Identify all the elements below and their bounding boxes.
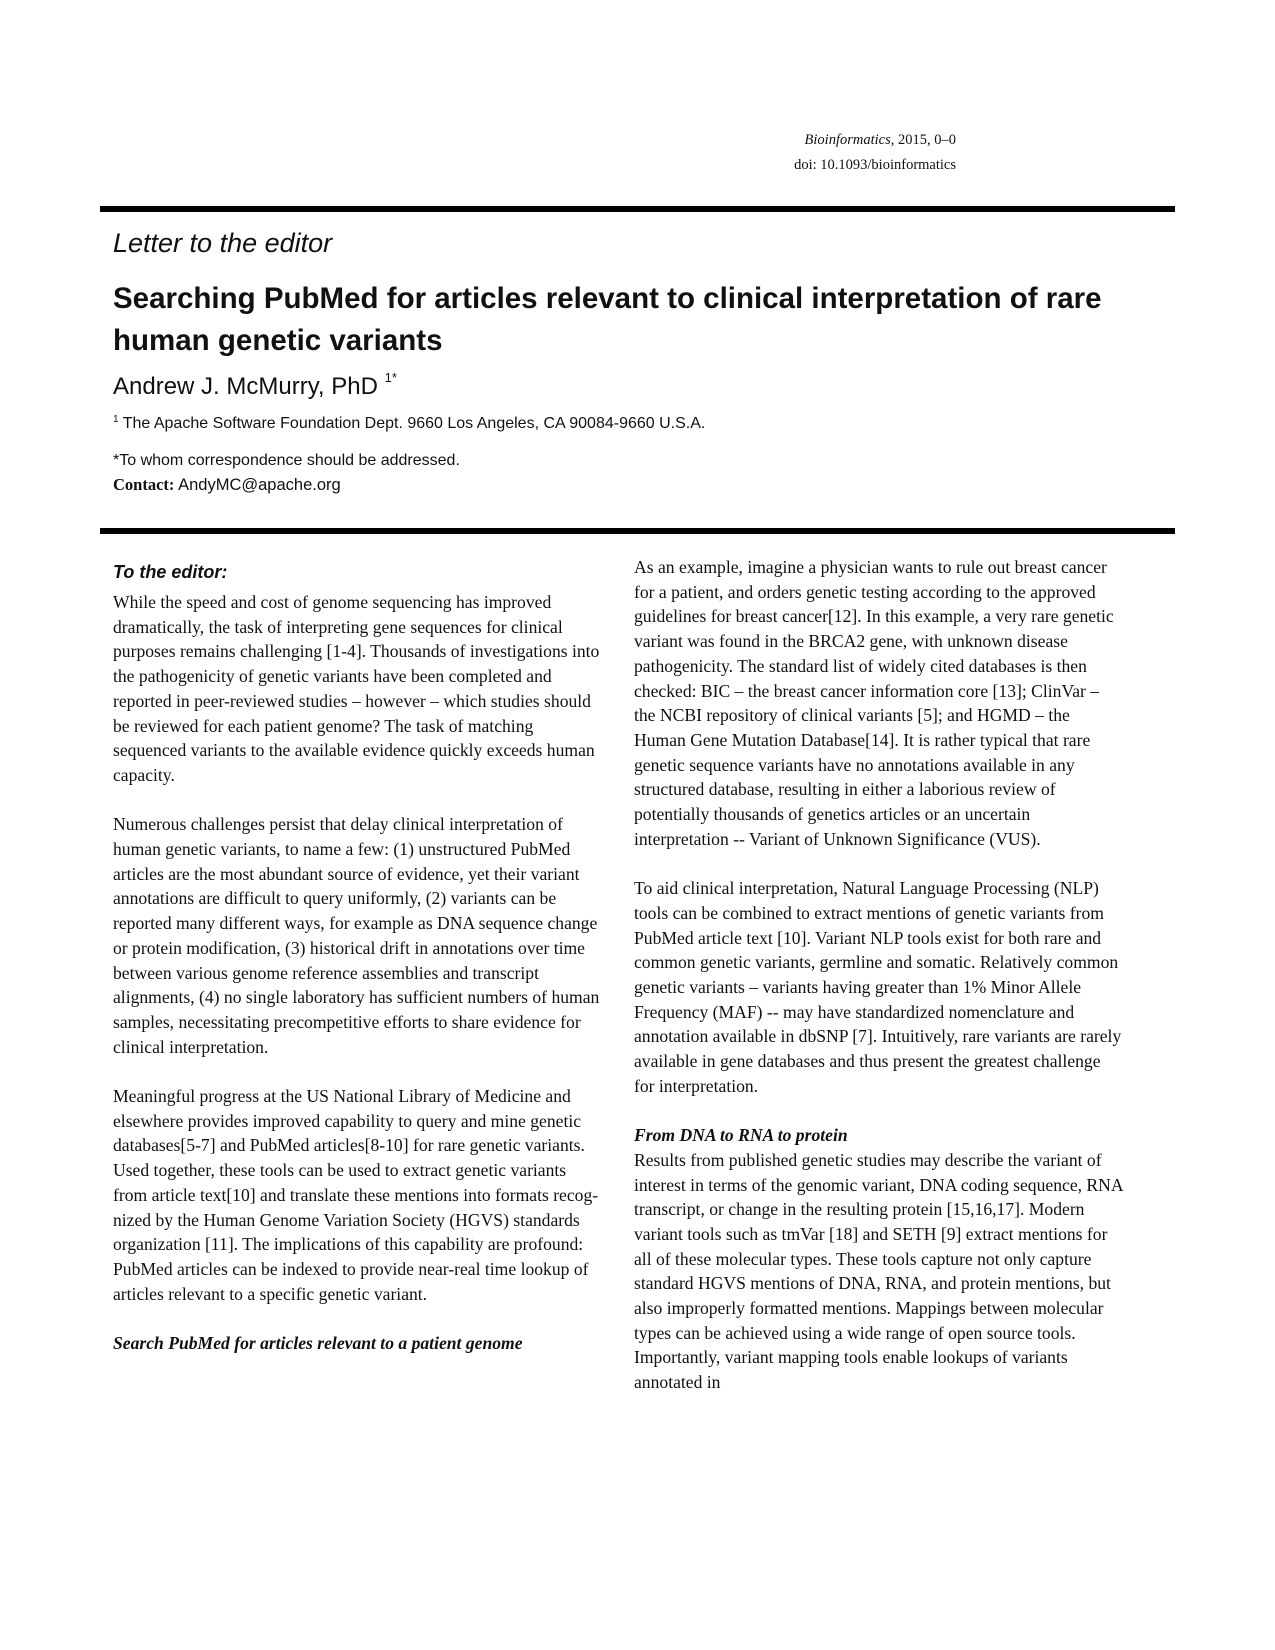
left-column bbox=[113, 560, 603, 1356]
body-paragraph: To aid clinical interpretation, Natural Language Processing (NLP) tools can be combined to extract mentions of genetic variants from PubMed article text [10]. Variant NLP tools exist for both rare and common genetic variants, germline and somatic. Relatively common genetic variants – variants having greater than 1% Minor Allele Frequency (MAF) -- may have standardized nomenclature and annotation available in dbSNP [7]. Intuitively, rare variants are rarely available in gene databases and thus present the greatest challenge for interpretation. bbox=[634, 878, 1122, 1096]
article-type: Letter to the editor bbox=[113, 228, 333, 258]
affiliation bbox=[113, 414, 705, 433]
author-superscript: 1* bbox=[384, 370, 397, 385]
journal-name: Bioinformatics bbox=[804, 132, 891, 148]
body-paragraph: Results from published genetic studies may describe the variant of interest in terms of the genomic variant, DNA coding sequence, RNA transcript, or change in the resulting protein [15,16,17]. Modern variant tools such as tmVar [18] and SETH [9] extract mentions for all of these molecular types. These tools capture not only capture standard HGVS mentions of DNA, RNA, and protein mentions, but also improperly formatted mentions. Mappings between molecular types can be achieved using a wide range of open source tools. Importantly, variant mapping tools enable lookups of variants annotated in bbox=[634, 1149, 1123, 1393]
article-title: Searching PubMed for articles relevant to clinical interpretation of rare human genetic variants bbox=[113, 282, 1102, 357]
subsection-heading: Search PubMed for articles relevant to a patient genome bbox=[113, 1333, 523, 1354]
affiliation-text: The Apache Software Foundation Dept. 9660 Los Angeles, CA 90084-9660 U.S.A. bbox=[122, 415, 706, 432]
author-name: Andrew J. McMurry, PhD bbox=[113, 373, 378, 400]
affiliation-superscript: 1 bbox=[113, 414, 119, 425]
doi: doi: 10.1093/bioinformatics bbox=[794, 157, 956, 173]
body-paragraph: Meaningful progress at the US National Library of Medicine and elsewhere provides improved capability to query and mine genetic databases[5-7] and PubMed articles[8-10] for rare genetic variants. Used together, these tools can be used to extract genetic variants from article text[10] and translate these mentions into formats recognized by the Human Genome Variation Society (HGVS) standards organization [11]. The implications of this capability are profound: PubMed articles can be indexed to provide near-real time lookup of articles relevant to a specific genetic variant. bbox=[113, 1086, 599, 1304]
body-paragraph: Numerous challenges persist that delay clinical interpretation of human genetic variants, to name a few: (1) unstructured PubMed articles are the most abundant source of evidence, yet their variant annotations are difficult to query uniformly, (2) variants can be reported many different ways, for example as DNA sequence change or protein modification, (3) historical drift in annotations over time between various genome reference assemblies and transcript alignments, (4) no single laboratory has sufficient numbers of human samples, necessitating precompetitive efforts to share evidence for clinical interpretation. bbox=[113, 814, 600, 1057]
header-rule-bottom bbox=[100, 528, 1175, 534]
correspondence-note: *To whom correspondence should be addressed. bbox=[113, 452, 460, 469]
section-heading: To the editor: bbox=[113, 562, 228, 582]
journal-year-pages: , 2015, 0–0 bbox=[890, 132, 956, 148]
subsection-heading: From DNA to RNA to protein bbox=[634, 1125, 848, 1146]
author-line bbox=[113, 370, 397, 401]
contact-line bbox=[113, 475, 341, 495]
body-paragraph: While the speed and cost of genome sequencing has improved dramatically, the task of interpreting gene sequences for clinical purposes remains challenging [1-4]. Thousands of investigations into the pathogenicity of genetic variants have been completed and reported in peer-reviewed studies – however – which studies should be reviewed for each patient genome? The task of matching sequenced variants to the available evidence quickly exceeds human capacity. bbox=[113, 592, 600, 785]
header-rule-top bbox=[100, 206, 1175, 212]
contact-label: Contact: bbox=[113, 475, 175, 494]
right-column bbox=[634, 555, 1124, 1395]
journal-citation bbox=[805, 132, 956, 149]
contact-email[interactable]: AndyMC@apache.org bbox=[178, 476, 341, 494]
body-paragraph: As an example, imagine a physician wants to rule out breast cancer for a patient, and orders genetic testing according to the approved guidelines for breast cancer[12]. In this example, a very rare genetic variant was found in the BRCA2 gene, with unknown disease pathogenicity. The standard list of widely cited databases is then checked: BIC – the breast cancer information core [13]; ClinVar – the NCBI repository of clinical variants [5]; and HGMD – the Human Gene Mutation Database[14]. It is rather typical that rare genetic sequence variants have no annotations available in any structured database, resulting in either a laborious review of potentially thousands of genetics articles or an uncertain interpretation -- Variant of Unknown Significance (VUS). bbox=[634, 557, 1114, 849]
